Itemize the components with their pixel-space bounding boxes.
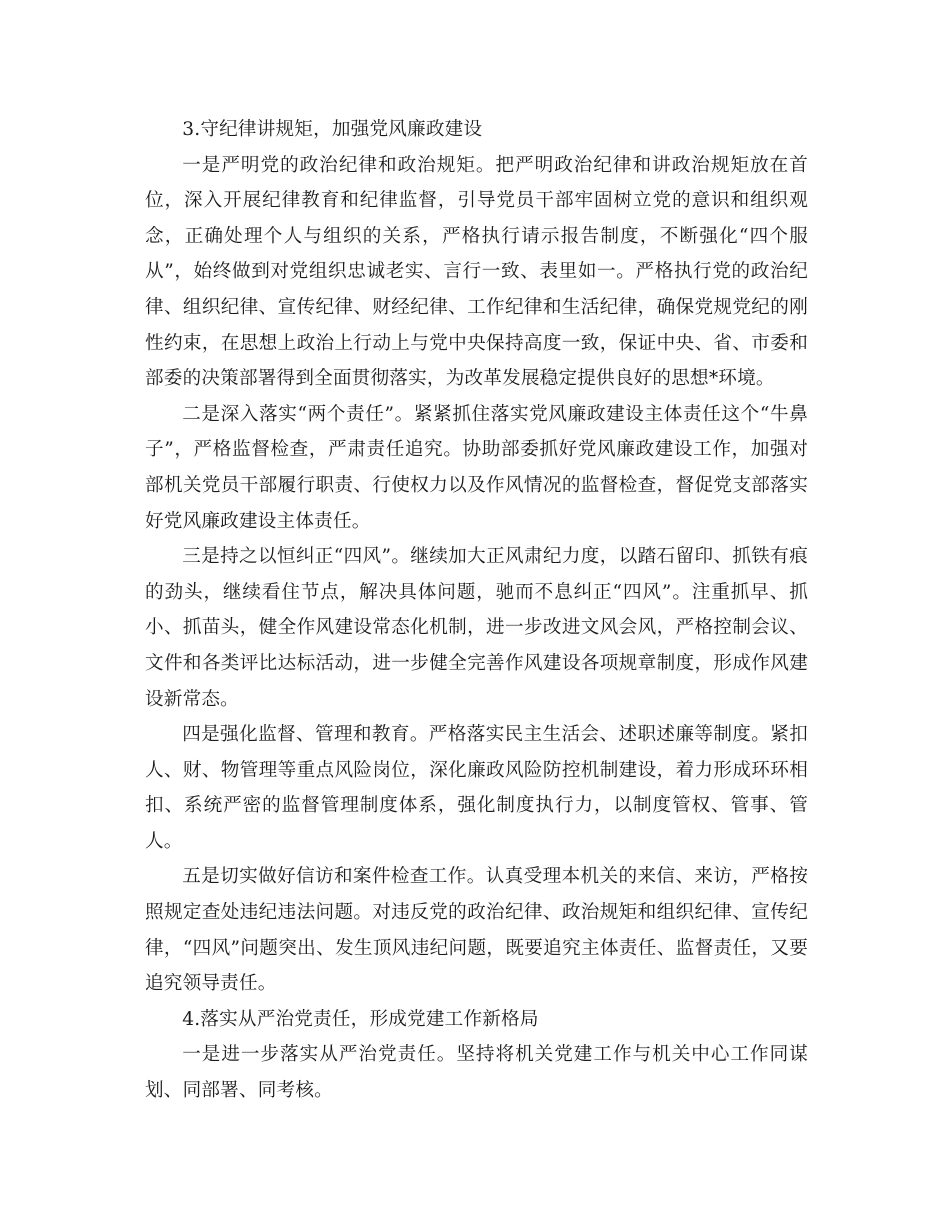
paragraph: 二是深入落实“两个责任”。紧紧抓住落实党风廉政建设主体责任这个“牛鼻子”，严格监督检查，严肃责任追究。协助部委抓好党风廉政建设工作，加强对部机关党员干部履行职责、行使权力以及作风情况的监督检查，督促党支部落实好党风廉政建设主体责任。 bbox=[145, 403, 808, 532]
paragraph: 三是持之以恒纠正“四风”。继续加大正风肃纪力度，以踏石留印、抓铁有痕的劲头，继续看住节点，解决具体问题，驰而不息纠正“四风”。注重抓早、抓小、抓苗头，健全作风建设常态化机制，进一步改进文风会风，严格控制会议、文件和各类评比达标活动，进一步健全完善作风建设各项规章制度，形成作风建设新常态。 bbox=[145, 546, 808, 710]
paragraph: 五是切实做好信访和案件检查工作。认真受理本机关的来信、来访，严格按照规定查处违纪违法问题。对违反党的政治纪律、政治规矩和组织纪律、宣传纪律，“四风”问题突出、发生顶风违纪问题，既要追究主体责任、监督责任，又要追究领导责任。 bbox=[145, 866, 808, 995]
section-heading: 3.守纪律讲规矩，加强党风廉政建设 bbox=[182, 119, 483, 140]
paragraph: 四是强化监督、管理和教育。严格落实民主生活会、述职述廉等制度。紧扣人、财、物管理等重点风险岗位，深化廉政风险防控机制建设，着力形成环环相扣、系统严密的监督管理制度体系，强化制度执行力，以制度管权、管事、管人。 bbox=[145, 724, 808, 852]
document-body bbox=[145, 112, 808, 1109]
paragraph: 一是进一步落实从严治党责任。坚持将机关党建工作与机关中心工作同谋划、同部署、同考核。 bbox=[145, 1044, 808, 1102]
paragraph: 一是严明党的政治纪律和政治规矩。把严明政治纪律和讲政治规矩放在首位，深入开展纪律教育和纪律监督，引导党员干部牢固树立党的意识和组织观念，正确处理个人与组织的关系，严格执行请示报告制度，不断强化“四个服从”，始终做到对党组织忠诚老实、言行一致、表里如一。严格执行党的政治纪律、组织纪律、宣传纪律、财经纪律、工作纪律和生活纪律，确保党规党纪的刚性约束，在思想上政治上行动上与党中央保持高度一致，保证中央、省、市委和部委的决策部署得到全面贯彻落实，为改革发展稳定提供良好的思想*环境。 bbox=[145, 154, 808, 390]
section-heading: 4.落实从严治党责任，形成党建工作新格局 bbox=[182, 1008, 539, 1030]
